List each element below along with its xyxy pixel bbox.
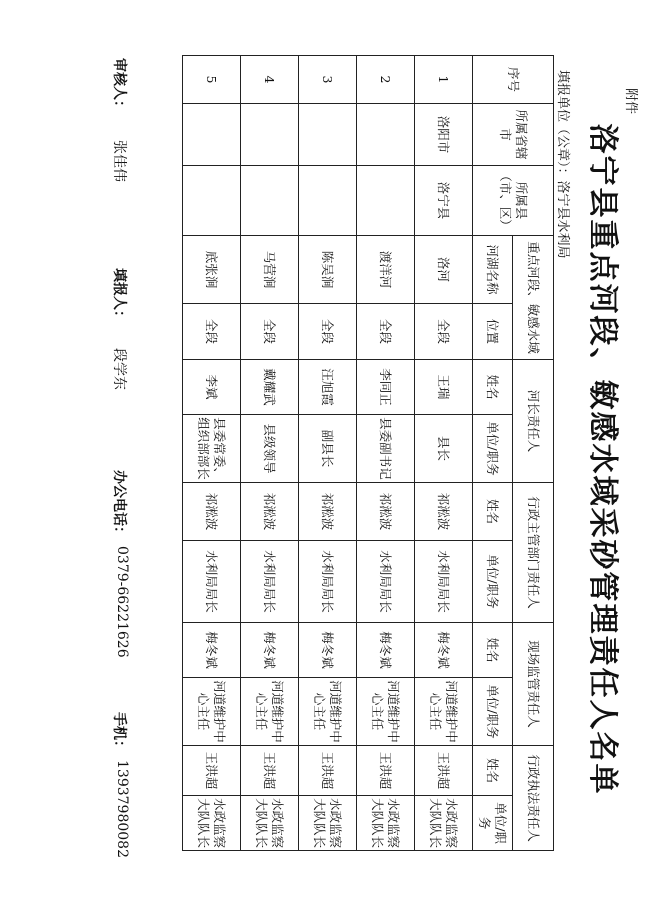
group-river-header: 重点河段、敏感水域 — [513, 236, 554, 360]
cell-site-name: 梅冬斌 — [183, 623, 241, 678]
mobile-value: 13937980082 — [114, 760, 130, 858]
cell-city — [241, 104, 299, 166]
cell-site-name: 梅冬斌 — [415, 623, 473, 678]
cell-admin-post: 水利局局长 — [415, 541, 473, 623]
col-seq-header: 序号 — [473, 56, 554, 104]
cell-county — [357, 166, 415, 236]
cell-admin-name: 祁淞波 — [357, 483, 415, 541]
phone-label: 办公电话： — [111, 470, 127, 540]
cell-enforce-name: 王洪超 — [357, 746, 415, 796]
cell-admin-post: 水利局局长 — [183, 541, 241, 623]
col-city-header: 所属省辖市 — [473, 104, 554, 166]
table-row — [299, 56, 357, 851]
cell-admin-post: 水利局局长 — [299, 541, 357, 623]
table-row — [357, 56, 415, 851]
filler-name: 段学东 — [111, 348, 127, 390]
cell-enforce-name: 王洪超 — [415, 746, 473, 796]
reviewer-label: 审核人： — [111, 58, 127, 114]
cell-seq: 3 — [299, 56, 357, 104]
cell-site-name: 梅冬斌 — [241, 623, 299, 678]
cell-location: 全段 — [357, 304, 415, 360]
phone-value: 0379-66221626 — [114, 546, 130, 658]
cell-chief-name: 李同正 — [357, 360, 415, 415]
cell-enforce-post: 水政监察大队队长 — [415, 796, 473, 851]
cell-river: 马营涧 — [241, 236, 299, 304]
cell-admin-post: 水利局局长 — [241, 541, 299, 623]
col-county-header: 所属县（市、区） — [473, 166, 554, 236]
cell-enforce-name: 王洪超 — [299, 746, 357, 796]
cell-admin-post: 水利局局长 — [357, 541, 415, 623]
cell-chief-post: 县委常委、组织部部长 — [183, 415, 241, 483]
cell-county — [183, 166, 241, 236]
cell-admin-name: 祁淞波 — [415, 483, 473, 541]
sub-site-post-header: 单位/职务 — [473, 678, 513, 746]
cell-city: 洛阳市 — [415, 104, 473, 166]
cell-seq: 2 — [357, 56, 415, 104]
attachment-label: 附件 — [623, 88, 638, 115]
cell-city — [357, 104, 415, 166]
cell-chief-name: 王瑞 — [415, 360, 473, 415]
cell-river: 渡洋河 — [357, 236, 415, 304]
table-row — [183, 56, 241, 851]
cell-site-post: 河道维护中心主任 — [299, 678, 357, 746]
cell-city — [299, 104, 357, 166]
sub-admin-post-header: 单位/职务 — [473, 541, 513, 623]
sub-chief-name-header: 姓名 — [473, 360, 513, 415]
cell-county — [241, 166, 299, 236]
fill-unit-line: 填报单位（公章）：洛宁县水利局 — [555, 70, 570, 259]
cell-river: 陈吴涧 — [299, 236, 357, 304]
cell-chief-post: 副县长 — [299, 415, 357, 483]
cell-city — [183, 104, 241, 166]
reviewer-name: 张佳伟 — [111, 140, 127, 182]
cell-location: 全段 — [299, 304, 357, 360]
cell-site-name: 梅冬斌 — [357, 623, 415, 678]
sub-enforce-post-header: 单位/职务 — [473, 796, 513, 851]
cell-location: 全段 — [241, 304, 299, 360]
cell-site-post: 河道维护中心主任 — [415, 678, 473, 746]
cell-site-name: 梅冬斌 — [299, 623, 357, 678]
cell-seq: 4 — [241, 56, 299, 104]
group-enforce-header: 行政执法责任人 — [513, 746, 554, 851]
mobile-label: 手机： — [111, 712, 127, 754]
cell-enforce-name: 王洪超 — [183, 746, 241, 796]
cell-river: 底张涧 — [183, 236, 241, 304]
cell-chief-post: 县长 — [415, 415, 473, 483]
cell-site-post: 河道维护中心主任 — [241, 678, 299, 746]
cell-enforce-post: 水政监察大队队长 — [357, 796, 415, 851]
group-admin-header: 行政主管部门责任人 — [513, 483, 554, 623]
cell-chief-name: 戴耀武 — [241, 360, 299, 415]
sub-location-header: 位置 — [473, 304, 513, 360]
cell-enforce-post: 水政监察大队队长 — [183, 796, 241, 851]
sub-chief-post-header: 单位/职务 — [473, 415, 513, 483]
document-title: 洛宁县重点河段、敏感水域采砂管理责任人名单 — [585, 123, 620, 796]
sub-admin-name-header: 姓名 — [473, 483, 513, 541]
cell-enforce-post: 水政监察大队队长 — [299, 796, 357, 851]
cell-site-post: 河道维护中心主任 — [357, 678, 415, 746]
cell-chief-post: 县委副书记 — [357, 415, 415, 483]
cell-chief-post: 县级领导 — [241, 415, 299, 483]
cell-county — [299, 166, 357, 236]
cell-admin-name: 祁淞波 — [299, 483, 357, 541]
cell-chief-name: 李斌 — [183, 360, 241, 415]
table-row — [415, 56, 473, 851]
sub-enforce-name-header: 姓名 — [473, 746, 513, 796]
group-site-header: 现场监管责任人 — [513, 623, 554, 746]
cell-admin-name: 祁淞波 — [241, 483, 299, 541]
sub-site-name-header: 姓名 — [473, 623, 513, 678]
cell-chief-name: 汪旭霞 — [299, 360, 357, 415]
cell-location: 全段 — [183, 304, 241, 360]
table-row — [241, 56, 299, 851]
cell-seq: 1 — [415, 56, 473, 104]
cell-enforce-post: 水政监察大队队长 — [241, 796, 299, 851]
cell-county: 洛宁县 — [415, 166, 473, 236]
cell-location: 全段 — [415, 304, 473, 360]
cell-enforce-name: 王洪超 — [241, 746, 299, 796]
sub-river-name-header: 河湖名称 — [473, 236, 513, 304]
cell-admin-name: 祁淞波 — [183, 483, 241, 541]
responsibility-table — [182, 55, 554, 851]
header-row-group — [513, 56, 554, 851]
group-chief-header: 河长责任人 — [513, 360, 554, 483]
cell-river: 洛河 — [415, 236, 473, 304]
cell-site-post: 河道维护中心主任 — [183, 678, 241, 746]
cell-seq: 5 — [183, 56, 241, 104]
filler-label: 填报人： — [111, 268, 127, 324]
